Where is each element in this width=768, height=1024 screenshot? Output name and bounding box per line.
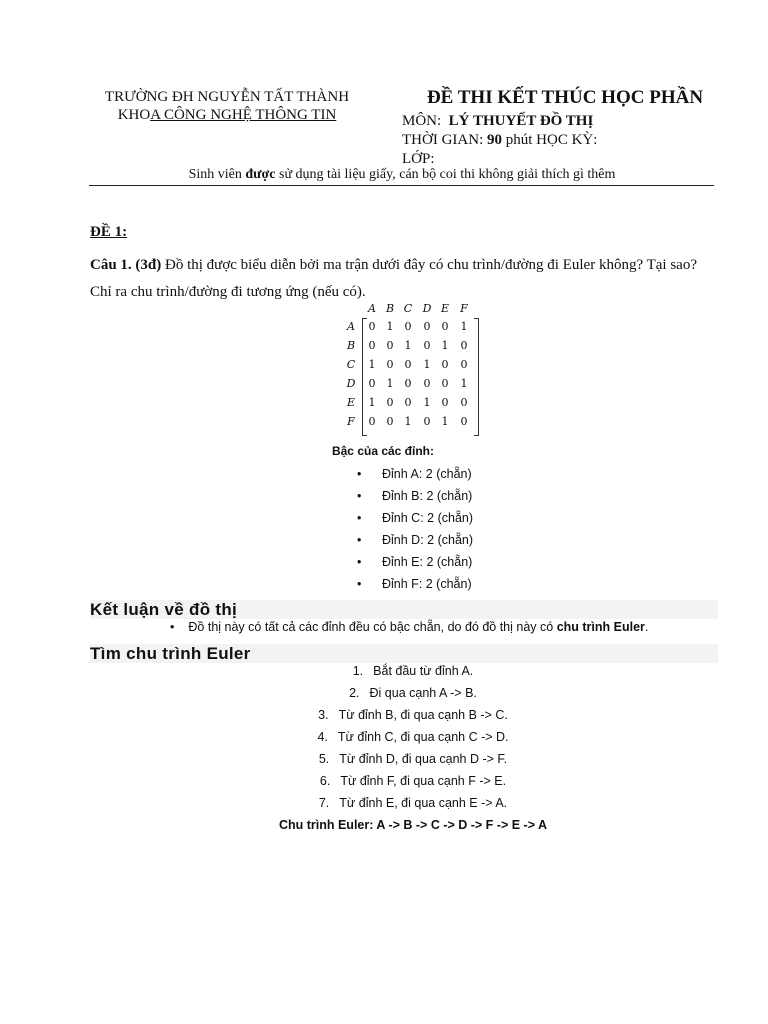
question-text: Đồ thị được biểu diễn bởi ma trận dưới đây có chu trình/đường đi Euler không? Tại sao? Chỉ ra chu trình/đường đi tương ứng (nếu có). (90, 257, 697, 300)
matrix-cell: 0 (460, 339, 468, 352)
matrix-cell: 1 (423, 358, 431, 371)
degree-text: Đỉnh D: 2 (chẵn) (382, 533, 474, 547)
degree-title: Bậc của các đỉnh: (331, 444, 435, 458)
degree-item (357, 485, 473, 507)
euler-step (300, 770, 526, 792)
class-line: LỚP: (402, 151, 435, 167)
matrix-cell: 0 (441, 377, 449, 390)
euler-step (300, 682, 526, 704)
header-divider (89, 185, 714, 186)
step-text: Từ đỉnh D, đi qua cạnh D -> F. (339, 752, 508, 766)
euler-step (300, 704, 526, 726)
subject-label: MÔN: (402, 113, 442, 129)
exam-variant-label: ĐỀ 1: (90, 224, 128, 240)
matrix-row-header: D (346, 377, 356, 390)
degree-text: Đỉnh B: 2 (chẵn) (382, 489, 473, 503)
conclusion-heading: Kết luận về đồ thị (90, 600, 718, 619)
exam-notice: Sinh viên được sử dụng tài liệu giấy, cán bộ coi thi không giải thích gì thêm (188, 167, 616, 182)
faculty-name: KHOA CÔNG NGHỆ THÔNG TIN (117, 107, 337, 123)
step-number: 1. (352, 664, 364, 678)
matrix-cell: 0 (404, 358, 412, 371)
bullet: • (170, 620, 175, 634)
matrix-cell: 0 (460, 358, 468, 371)
matrix-right-bracket (474, 318, 479, 436)
step-number: 4. (317, 730, 328, 744)
matrix-cell: 0 (386, 358, 394, 371)
matrix-row-header: A (347, 320, 355, 333)
matrix-cell: 1 (423, 396, 431, 409)
matrix-cell: 1 (441, 415, 449, 428)
degree-item (357, 507, 473, 529)
matrix-column-header: A (368, 302, 376, 315)
degree-item (357, 551, 473, 573)
degree-text: Đỉnh F: 2 (chẵn) (382, 577, 472, 591)
matrix-row-header: F (347, 415, 355, 428)
matrix-cell: 0 (441, 396, 449, 409)
semester-label: phút HỌC KỲ: (505, 132, 598, 148)
matrix-cell: 0 (404, 377, 412, 390)
matrix-cell: 0 (386, 415, 394, 428)
matrix-cell: 0 (460, 396, 468, 409)
euler-step (300, 792, 526, 814)
matrix-cell: 0 (423, 377, 431, 390)
step-text: Bắt đầu từ đỉnh A. (373, 664, 474, 678)
bullet: • (357, 533, 362, 547)
matrix-row-header: E (346, 396, 356, 409)
degree-text: Đỉnh A: 2 (chẵn) (382, 467, 472, 481)
time-label: THỜI GIAN: (402, 132, 484, 148)
euler-circuit-result: Chu trình Euler: A -> B -> C -> D -> F -> E -> A (278, 818, 548, 832)
bullet: • (357, 577, 362, 591)
euler-step (300, 660, 526, 682)
subject-line (402, 112, 593, 130)
matrix-cell: 1 (404, 339, 412, 352)
matrix-cell: 1 (460, 377, 468, 390)
bullet: • (357, 555, 362, 569)
matrix-cell: 0 (386, 339, 394, 352)
step-text: Từ đỉnh B, đi qua cạnh B -> C. (338, 708, 508, 722)
matrix-cell: 1 (368, 396, 376, 409)
matrix-cell: 0 (368, 415, 376, 428)
question-label: Câu 1. (3đ) (90, 257, 162, 273)
matrix-left-bracket (362, 318, 367, 436)
matrix-column-header: D (422, 302, 432, 315)
matrix-cell: 0 (441, 320, 449, 333)
matrix-row-header: C (346, 358, 356, 371)
matrix-cell: 1 (386, 320, 394, 333)
euler-steps-list (300, 660, 526, 814)
matrix-cell: 0 (460, 415, 468, 428)
matrix-cell: 1 (404, 415, 412, 428)
matrix-cell: 1 (386, 377, 394, 390)
bullet: • (357, 489, 362, 503)
matrix-column-header: C (403, 302, 413, 315)
matrix-cell: 0 (441, 358, 449, 371)
matrix-cell: 0 (423, 339, 431, 352)
matrix-row-header: B (346, 339, 356, 352)
subject-value: LÝ THUYẾT ĐỒ THỊ (448, 113, 594, 129)
degree-item (357, 463, 473, 485)
bullet: • (357, 511, 362, 525)
question-1 (90, 252, 720, 306)
step-number: 5. (318, 752, 330, 766)
step-text: Từ đỉnh E, đi qua cạnh E -> A. (339, 796, 508, 810)
exam-title: ĐỀ THI KẾT THÚC HỌC PHẦN (426, 87, 704, 108)
step-text: Từ đỉnh F, đi qua cạnh F -> E. (340, 774, 507, 788)
school-name: TRƯỜNG ĐH NGUYỄN TẤT THÀNH (104, 89, 350, 105)
matrix-cell: 0 (386, 396, 394, 409)
conclusion-item: • Đồ thị này có tất cả các đỉnh đều có bậc chẵn, do đó đồ thị này có chu trình Euler. (170, 620, 649, 634)
bullet: • (357, 467, 362, 481)
matrix-column-header: B (385, 302, 395, 315)
degree-item (357, 573, 473, 595)
step-text: Từ đỉnh C, đi qua cạnh C -> D. (337, 730, 509, 744)
time-value: 90 (486, 132, 502, 148)
degree-text: Đỉnh C: 2 (chẵn) (382, 511, 474, 525)
matrix-cell: 0 (404, 320, 412, 333)
matrix-cell: 0 (368, 377, 376, 390)
matrix-cell: 1 (368, 358, 376, 371)
degree-item (357, 529, 473, 551)
euler-step (300, 748, 526, 770)
step-number: 7. (318, 796, 330, 810)
matrix-cell: 0 (404, 396, 412, 409)
matrix-column-header: F (460, 302, 468, 315)
matrix-cell: 1 (441, 339, 449, 352)
degree-text: Đỉnh E: 2 (chẵn) (382, 555, 473, 569)
step-number: 6. (319, 774, 331, 788)
time-line (402, 131, 597, 149)
step-number: 3. (318, 708, 329, 722)
matrix-cell: 0 (423, 320, 431, 333)
euler-step (300, 726, 526, 748)
school-header (90, 88, 364, 124)
step-text: Đi qua cạnh A -> B. (369, 686, 477, 700)
matrix-cell: 0 (368, 339, 376, 352)
matrix-cell: 1 (460, 320, 468, 333)
euler-heading: Tìm chu trình Euler (90, 644, 718, 663)
degree-list (357, 463, 473, 595)
matrix-column-header: E (440, 302, 450, 315)
matrix-cell: 0 (423, 415, 431, 428)
matrix-cell: 0 (368, 320, 376, 333)
step-number: 2. (349, 686, 360, 700)
